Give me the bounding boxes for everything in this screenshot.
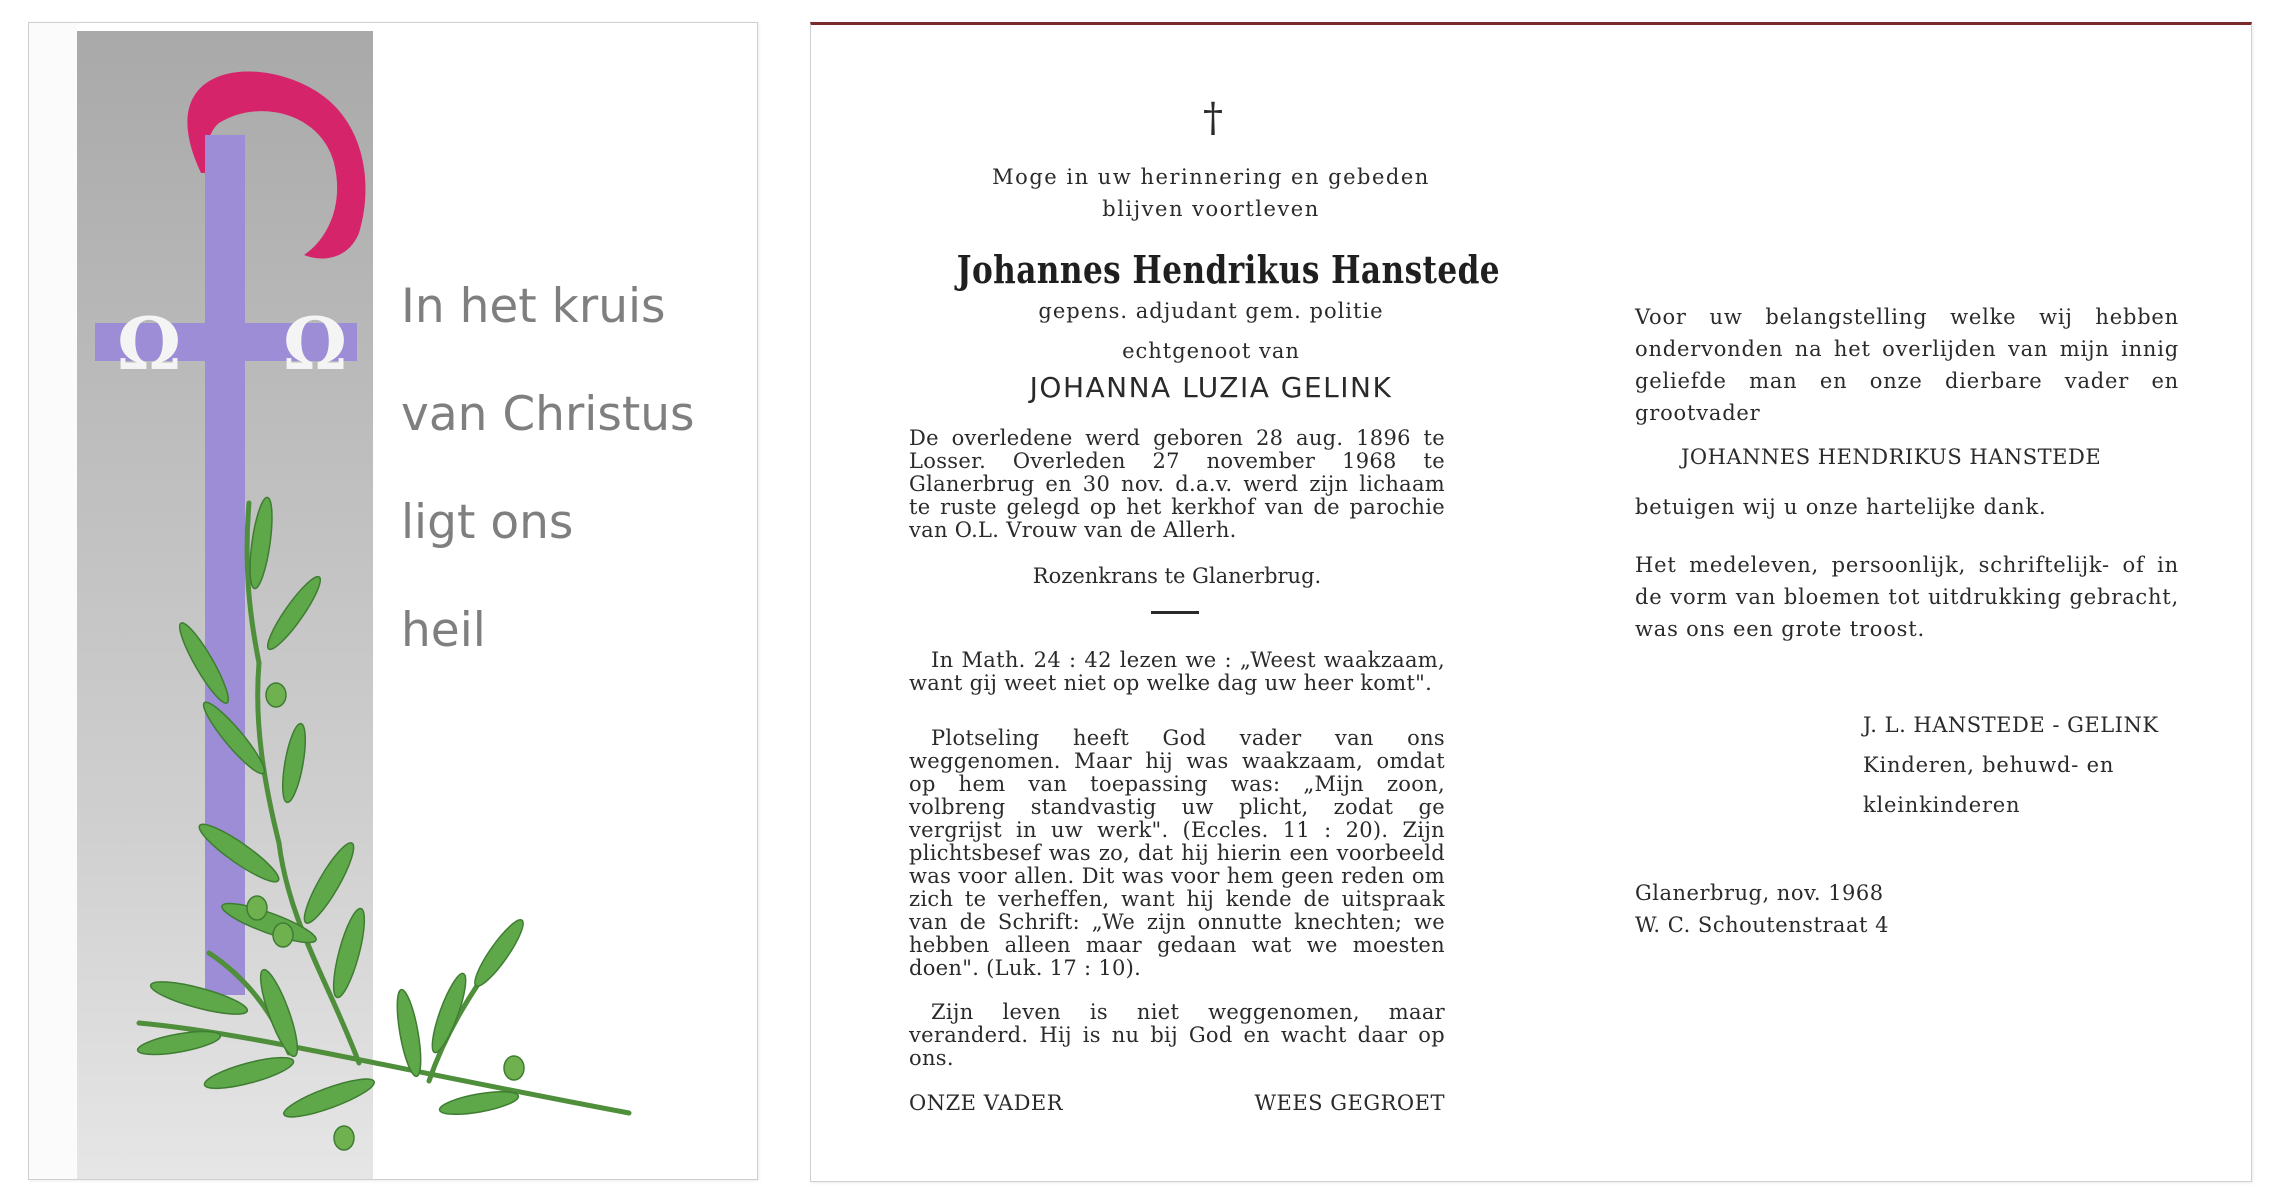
thanks-intro: Voor uw belangstelling welke wij hebben ondervonden na het overlijden van mijn innig geliefde man en onze dierbare vader en grootvader <box>1635 305 2179 425</box>
omega-symbol: Ω <box>283 301 348 386</box>
deceased-title: gepens. adjudant gem. politie <box>1038 299 1384 323</box>
prayer-wees-gegroet: WEES GEGROET <box>1254 1091 1445 1115</box>
front-line-4: heil <box>401 603 486 658</box>
cross-icon: † <box>1203 95 1223 141</box>
signature-3: kleinkinderen <box>1863 793 2021 817</box>
scripture-quote: In Math. 24 : 42 lezen we : „Weest waakzaam, want gij weet niet op welke dag uw heer komt". <box>909 648 1445 695</box>
signature-1: J. L. HANSTEDE - GELINK <box>1863 713 2159 737</box>
place-date: Glanerbrug, nov. 1968 <box>1635 881 1884 905</box>
alpha-symbol: Ω <box>117 301 182 386</box>
address: W. C. Schoutenstraat 4 <box>1635 913 1889 937</box>
thanks-paragraph: Het medeleven, persoonlijk, schriftelijk- of in de vorm van bloemen tot uitdrukking gebracht, was ons een grote troost. <box>1635 553 2179 641</box>
thanks-line: betuigen wij u onze hartelijke dank. <box>1635 495 2047 519</box>
spouse-name: JOHANNA LUZIA GELINK <box>1029 371 1393 404</box>
biography-last-line: Rozenkrans te Glanerbrug. <box>1032 564 1322 588</box>
prayer-onze-vader: ONZE VADER <box>909 1091 1064 1115</box>
deceased-name: Johannes Hendrikus Hanstede <box>956 247 1501 292</box>
divider <box>1151 611 1199 614</box>
front-line-3: ligt ons <box>401 495 574 550</box>
front-card <box>28 22 758 1180</box>
biography: De overledene werd geboren 28 aug. 1896 te Losser. Overleden 27 november 1968 te Glanerbrug en 30 nov. d.a.v. werd zijn lichaam te ruste gelegd op het kerkhof van de parochie van O.L. Vrouw van de Allerh. <box>909 426 1445 542</box>
spouse-intro: echtgenoot van <box>1122 339 1300 363</box>
paragraph-3: Zijn leven is niet weggenomen, maar veranderd. Hij is nu bij God en wacht daar op ons. <box>909 1000 1445 1070</box>
signature-2: Kinderen, behuwd- en <box>1863 753 2115 777</box>
front-illustration <box>29 23 757 1179</box>
front-line-2: van Christus <box>401 387 695 442</box>
thanks-name: JOHANNES HENDRIKUS HANSTEDE <box>1681 445 2102 469</box>
front-line-1: In het kruis <box>401 279 666 334</box>
cross-vertical <box>205 135 245 995</box>
memorial-intro: Moge in uw herinnering en gebeden blijven voortleven <box>992 165 1430 221</box>
paragraph-2: Plotseling heeft God vader van ons weggenomen. Maar hij was waakzaam, omdat op hem van toepassing was: „Mijn zoon, volbreng standvastig uw plicht, zodat ge vergrijst in uw werk". (Eccles. 11 : 20). Zijn plichtsbesef was zo, dat hij hierin een voorbeeld was voor allen. Dit was voor hem geen reden om zich te verheffen, want hij kende de uitspraak van de Schrift: „We zijn onnutte knechten; we hebben alleen maar gedaan wat we moesten doen". (Luk. 17 : 10). <box>909 726 1445 980</box>
inside-card <box>810 22 2252 1182</box>
